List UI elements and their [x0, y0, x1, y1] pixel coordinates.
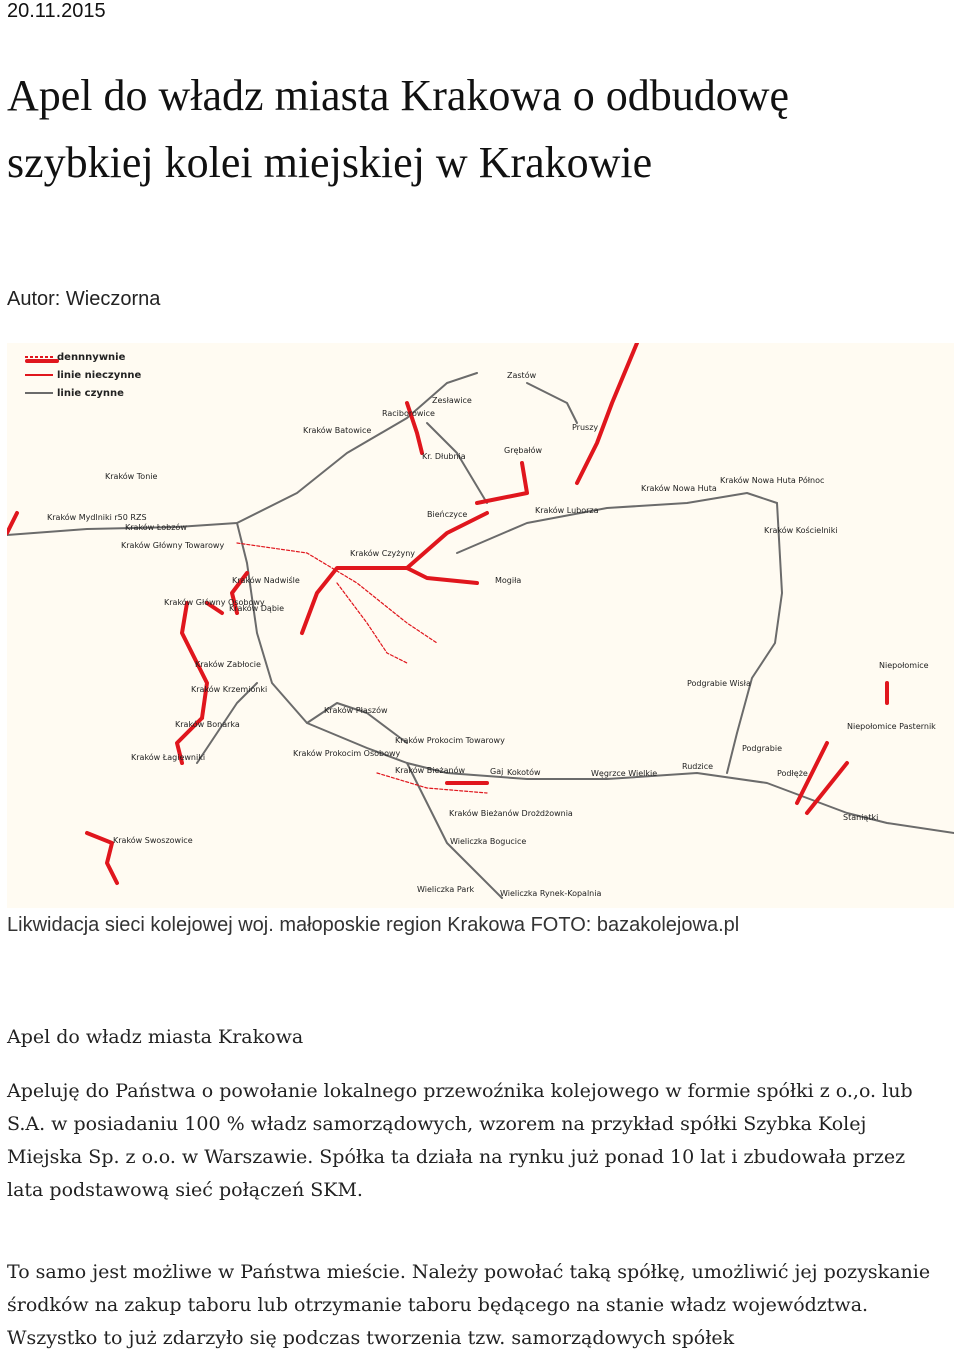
- station-label: Kraków Tonie: [105, 472, 158, 481]
- railway-map-svg: [7, 343, 954, 908]
- station-label: Węgrzce Wielkie: [591, 769, 658, 778]
- station-label: Kraków Bieżanów Drożdżownia: [449, 809, 573, 818]
- station-label: Podłęże: [777, 769, 808, 778]
- legend-label: linie nieczynne: [57, 370, 142, 381]
- station-label: Pruszy: [572, 423, 599, 432]
- station-label: Kraków Czyżyny: [350, 549, 416, 558]
- station-label: Zastów: [507, 371, 537, 380]
- station-label: Kr. Dłubnia: [422, 452, 466, 461]
- station-label: Kraków Dąbie: [229, 604, 285, 613]
- active-line: [727, 503, 782, 773]
- station-label: Kraków Bieżanów: [395, 766, 466, 775]
- station-label: Kraków Mydlniki r50 RZS: [47, 513, 147, 522]
- station-label: Kraków Prokocim Towarowy: [395, 736, 505, 745]
- inactive-line: [407, 568, 477, 583]
- station-label: Zesławice: [432, 396, 472, 405]
- active-line: [447, 773, 954, 833]
- station-label: Kraków Swoszowice: [113, 836, 193, 845]
- appeal-heading: Apel do władz miasta Krakowa: [7, 1026, 304, 1048]
- paragraph-one: Apeluję do Państwa o powołanie lokalnego przewoźnika kolejowego w formie spółki z o.,o. lub S.A. w posiadaniu 100 % władz samorządowych, wzorem na przykład spółki Szybka Kolej Miejska Sp. z o.o. w Warszawie. Spółka ta działa na rynku już ponad 10 lat i zbudowała przez lata podstawową sieć połączeń SKM.: [7, 1080, 913, 1201]
- station-label: Rudzice: [682, 762, 714, 771]
- author-name: Wieczorna: [65, 288, 161, 310]
- active-line: [427, 423, 487, 503]
- article-title: Apel do władz miasta Krakowa o odbudowę szybkiej kolei miejskiej w Krakowie: [7, 71, 790, 187]
- station-label: Staniątki: [843, 813, 879, 822]
- station-label: Niepołomice: [879, 661, 929, 670]
- paragraph-two: To samo jest możliwe w Państwa mieście. Należy powołać taką spółkę, umożliwić jej pozyskanie środków na zakup taboru lub otrzymanie taboru będącego na stanie władz województwa. Wszystko to już zdarzyło się podczas tworzenia tzw. samorządowych spółek: [7, 1261, 931, 1349]
- station-label: Gaj: [490, 767, 504, 776]
- station-label: Niepołomice Pasternik: [847, 722, 936, 731]
- station-label: Mogiła: [495, 576, 522, 585]
- article-author: [7, 288, 160, 311]
- station-label: Kraków Luborza: [535, 506, 599, 515]
- station-label: Kraków Zabłocie: [195, 660, 261, 669]
- station-label: Kraków Kościelniki: [764, 526, 838, 535]
- station-label: Kraków Łagiewniki: [131, 753, 206, 762]
- station-label: Wieliczka Rynek-Kopalnia: [500, 889, 602, 898]
- station-label: Podgrabie Wisła: [687, 679, 751, 688]
- inactive-line: [577, 343, 637, 483]
- dashed-line: [237, 543, 437, 643]
- railway-map-image: [7, 343, 954, 908]
- station-label: Kraków Nadwiśle: [232, 576, 300, 585]
- station-label: Wieliczka Park: [417, 885, 475, 894]
- station-label: Grębałów: [504, 446, 543, 455]
- station-label: Kraków Krzemionki: [191, 685, 268, 694]
- station-label: Kokotów: [507, 768, 541, 777]
- station-label: Kraków Batowice: [303, 426, 372, 435]
- station-label: Kraków Nowa Huta Północ: [720, 476, 825, 485]
- station-label: Podgrabie: [742, 744, 783, 753]
- station-label: Kraków Nowa Huta: [641, 484, 717, 493]
- station-label: Bieńczyce: [427, 510, 468, 519]
- station-label: Raciborowice: [382, 409, 435, 418]
- author-label: Autor:: [7, 288, 61, 310]
- inactive-line: [407, 513, 487, 568]
- inactive-line: [7, 513, 17, 533]
- article-date: 20.11.2015: [7, 0, 106, 22]
- inactive-line: [302, 568, 407, 633]
- active-line: [527, 383, 577, 423]
- station-label: Kraków Łobzów: [125, 523, 187, 532]
- station-label: Wieliczka Bogucice: [450, 837, 527, 846]
- station-label: Kraków Bonarka: [175, 720, 240, 729]
- legend-label: linie czynne: [57, 388, 124, 399]
- legend-label: dennnywnie: [57, 352, 126, 363]
- station-label: Kraków Prokocim Osobowy: [293, 749, 401, 758]
- active-line: [457, 493, 777, 553]
- photo-caption: Likwidacja sieci kolejowej woj. małoposkie region Krakowa FOTO: bazakolejowa.pl: [7, 914, 740, 936]
- station-label: Kraków Płaszów: [324, 706, 388, 715]
- station-label: Kraków Główny Osobowy: [164, 598, 265, 607]
- station-label: Kraków Główny Towarowy: [121, 541, 225, 550]
